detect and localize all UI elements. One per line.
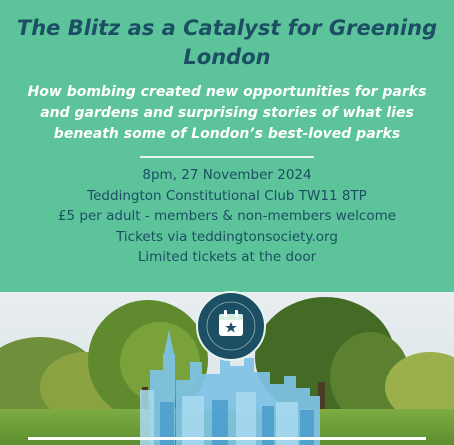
subtitle-line-2: and gardens and surprising stories of what lies [40, 105, 414, 121]
event-door-info: Limited tickets at the door [137, 249, 317, 265]
title-line-1: The Blitz as a Catalyst for Greening [16, 16, 438, 40]
divider [140, 156, 314, 158]
event-venue: Teddington Constitutional Club TW11 8TP [87, 187, 367, 204]
event-title [0, 14, 454, 72]
subtitle-line-3: beneath some of London’s best-loved parks [53, 126, 401, 142]
event-price: £5 per adult - members & non-members welcome [57, 208, 397, 224]
event-details [0, 165, 454, 268]
event-tickets: Tickets via teddingtonsociety.org [116, 228, 338, 245]
subtitle-line-1: How bombing created new opportunities for parks [27, 84, 427, 100]
teddington-society-events-badge [196, 291, 266, 361]
bottom-divider [28, 437, 426, 440]
title-line-2: London [183, 45, 271, 69]
event-date-time: 8pm, 27 November 2024 [142, 167, 312, 183]
event-subtitle [18, 82, 436, 145]
calendar-star-icon [198, 293, 264, 359]
